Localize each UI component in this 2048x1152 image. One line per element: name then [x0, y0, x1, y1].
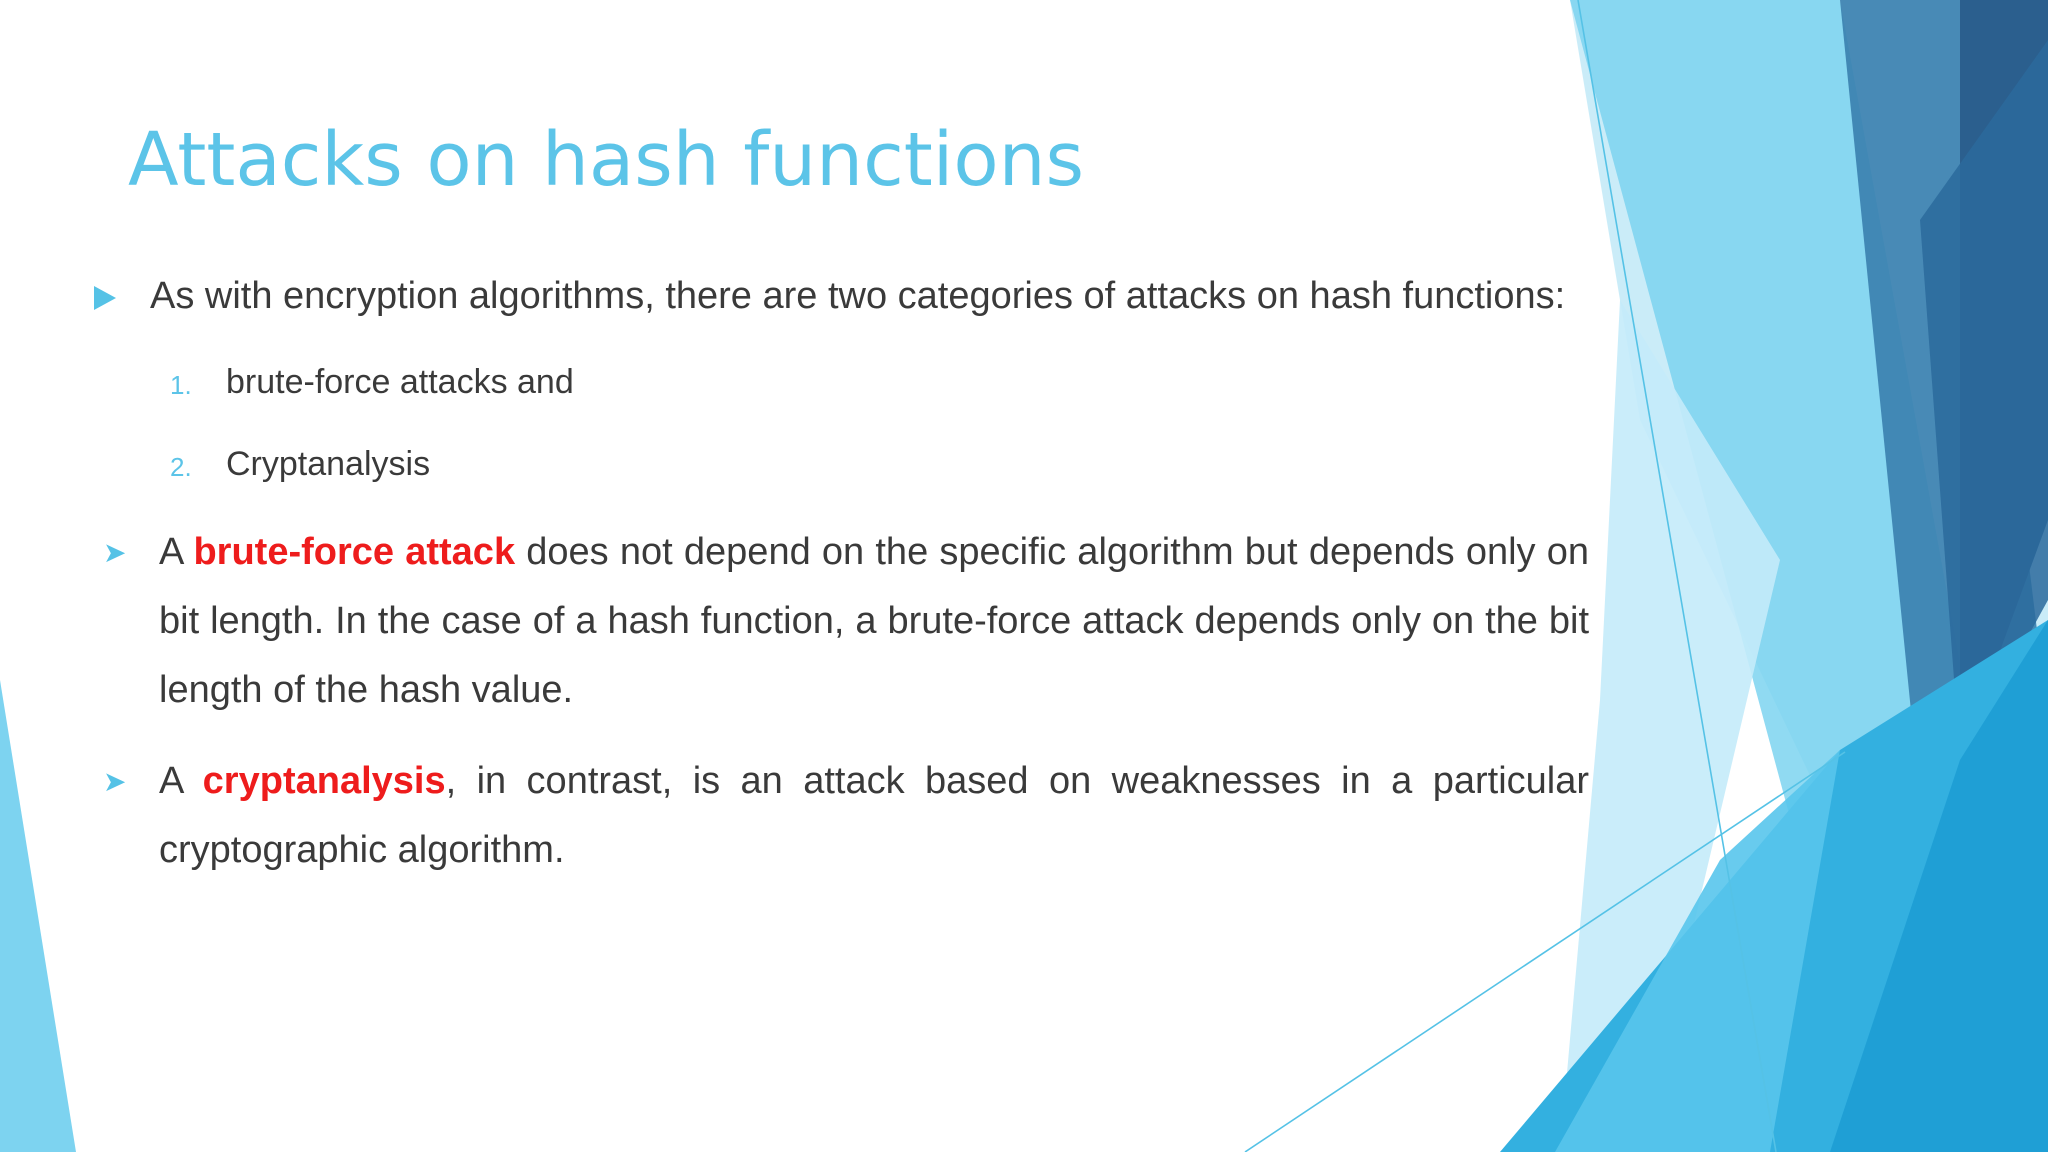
list-number-1: 1.	[170, 370, 192, 400]
arrowhead-bullet-icon: ➤	[103, 766, 127, 797]
triangle-bullet-icon	[94, 286, 116, 310]
facet-left-wedge	[0, 680, 76, 1152]
list-number-2: 2.	[170, 452, 192, 482]
slide-title: Attacks on hash functions	[128, 117, 1085, 203]
paragraph-prefix: A	[159, 531, 194, 573]
paragraph-prefix: A	[159, 760, 203, 802]
paragraph-body: does not depend on the specific algorithm but depends only on bit length. In the case of a hash function, a brute-force attack depends only on the bit length of the hash value.	[159, 531, 1589, 711]
highlight-term: brute-force attack	[193, 531, 516, 573]
list-item-2: Cryptanalysis	[226, 445, 431, 483]
paragraph-cryptanalysis	[159, 747, 1589, 885]
list-item-1: brute-force attacks and	[226, 363, 574, 401]
paragraph-body: , in contrast, is an attack based on weaknesses in a particular cryptographic algorithm.	[159, 760, 1590, 871]
intro-bullet-text: As with encryption algorithms, there are two categories of attacks on hash functions:	[150, 275, 1566, 317]
paragraph-brute-force	[159, 518, 1589, 725]
arrowhead-bullet-icon: ➤	[103, 537, 127, 568]
highlight-term: cryptanalysis	[202, 760, 446, 802]
